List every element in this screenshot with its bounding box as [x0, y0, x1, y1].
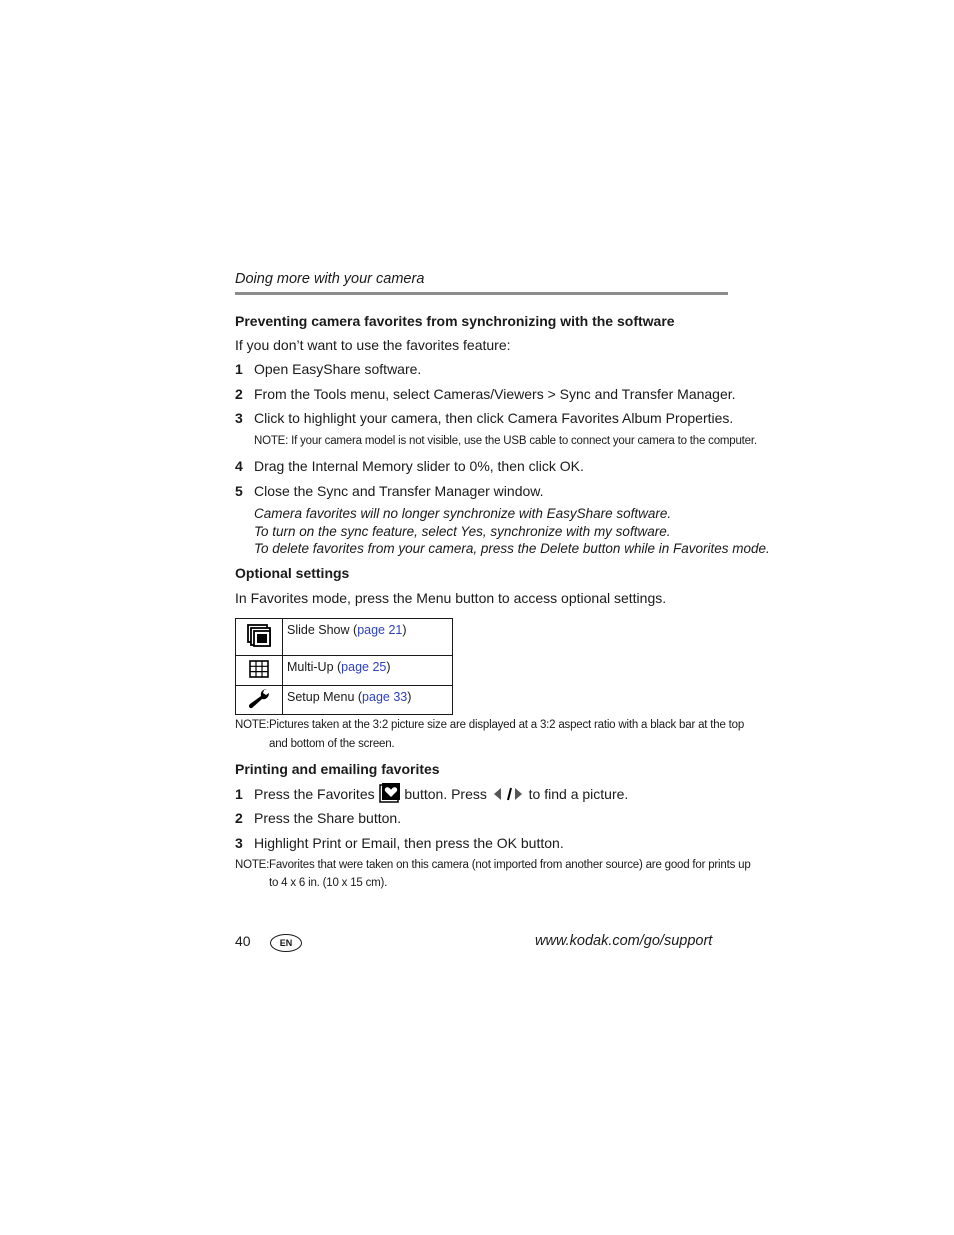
step-number: 3	[235, 835, 243, 851]
result-line: To turn on the sync feature, select Yes, synchronize with my software.	[254, 524, 671, 539]
step-text: Open EasyShare software.	[254, 361, 422, 377]
list-item	[235, 835, 564, 851]
result-line: Camera favorites will no longer synchronize with EasyShare software.	[254, 506, 672, 521]
list-item	[235, 483, 544, 499]
note-label: NOTE:	[235, 719, 270, 731]
note-usb: NOTE: If your camera model is not visible, use the USB cable to connect your camera to the computer.	[254, 435, 757, 447]
table-text-cell	[283, 619, 453, 656]
list-item	[235, 361, 421, 377]
setup-wrench-icon	[246, 687, 272, 711]
step-text: Highlight Print or Email, then press the OK button.	[254, 835, 564, 851]
language-badge: EN	[270, 934, 302, 952]
step-number: 2	[235, 810, 243, 826]
note-label: NOTE:	[235, 859, 270, 871]
step-number: 5	[235, 483, 243, 499]
table-text-cell	[283, 686, 453, 715]
slide-show-icon	[245, 622, 273, 650]
step-number: 3	[235, 410, 243, 426]
table-row	[236, 686, 453, 715]
step-text-mid: button. Press	[404, 786, 487, 802]
step-text: Close the Sync and Transfer Manager window.	[254, 483, 544, 499]
step-text: Press the Share button.	[254, 810, 402, 826]
list-item	[235, 458, 584, 474]
note-aspect-line1: Pictures taken at the 3:2 picture size are displayed at a 3:2 aspect ratio with a black bar at the top	[269, 719, 745, 731]
header-rule	[235, 292, 728, 295]
section1-intro: If you don’t want to use the favorites feature:	[235, 337, 511, 353]
step-number: 1	[235, 361, 243, 377]
result-line: To delete favorites from your camera, press the Delete button while in Favorites mode.	[254, 541, 770, 556]
table-row	[236, 619, 453, 656]
menu-item-close: )	[386, 660, 391, 674]
list-item	[235, 386, 736, 402]
step-text: Drag the Internal Memory slider to 0%, then click OK.	[254, 458, 584, 474]
table-icon-cell	[236, 619, 283, 656]
menu-item-close: )	[402, 623, 407, 637]
page-number: 40	[235, 933, 251, 949]
menu-item-label: Setup Menu (	[287, 690, 363, 704]
step-number: 2	[235, 386, 243, 402]
section-heading-printing: Printing and emailing favorites	[235, 761, 440, 777]
page-link[interactable]: page 33	[362, 690, 408, 704]
step-number: 4	[235, 458, 243, 474]
section-heading-preventing-sync: Preventing camera favorites from synchronizing with the software	[235, 313, 675, 329]
table-icon-cell	[236, 656, 283, 686]
table-icon-cell	[236, 686, 283, 715]
page-link[interactable]: page 25	[341, 660, 387, 674]
step-text-post: to find a picture.	[528, 786, 629, 802]
support-url[interactable]: www.kodak.com/go/support	[535, 933, 713, 949]
step-text: Click to highlight your camera, then click Camera Favorites Album Properties.	[254, 410, 734, 426]
list-item	[235, 410, 733, 426]
optional-settings-table	[235, 618, 453, 715]
step-number: 1	[235, 786, 243, 802]
step-text: From the Tools menu, select Cameras/Viewers > Sync and Transfer Manager.	[254, 386, 736, 402]
menu-item-label: Slide Show (	[287, 623, 358, 637]
table-row	[236, 656, 453, 686]
list-item	[235, 786, 628, 804]
table-text-cell	[283, 656, 453, 686]
step-text-pre: Press the Favorites	[254, 786, 375, 802]
list-item	[235, 810, 401, 826]
menu-item-close: )	[407, 690, 412, 704]
running-header: Doing more with your camera	[235, 271, 425, 287]
note-prints-line1: Favorites that were taken on this camera (not imported from another source) are good for prints up	[269, 859, 751, 871]
section2-intro: In Favorites mode, press the Menu button to access optional settings.	[235, 590, 667, 606]
multi-up-icon	[248, 659, 270, 679]
note-prints-line2: to 4 x 6 in. (10 x 15 cm).	[269, 877, 388, 889]
left-right-arrow-icon	[493, 786, 523, 802]
section-heading-optional-settings: Optional settings	[235, 565, 350, 581]
page-link[interactable]: page 21	[357, 623, 403, 637]
note-aspect-line2: and bottom of the screen.	[269, 738, 395, 750]
favorites-heart-button-icon	[379, 782, 401, 804]
menu-item-label: Multi-Up (	[287, 660, 342, 674]
